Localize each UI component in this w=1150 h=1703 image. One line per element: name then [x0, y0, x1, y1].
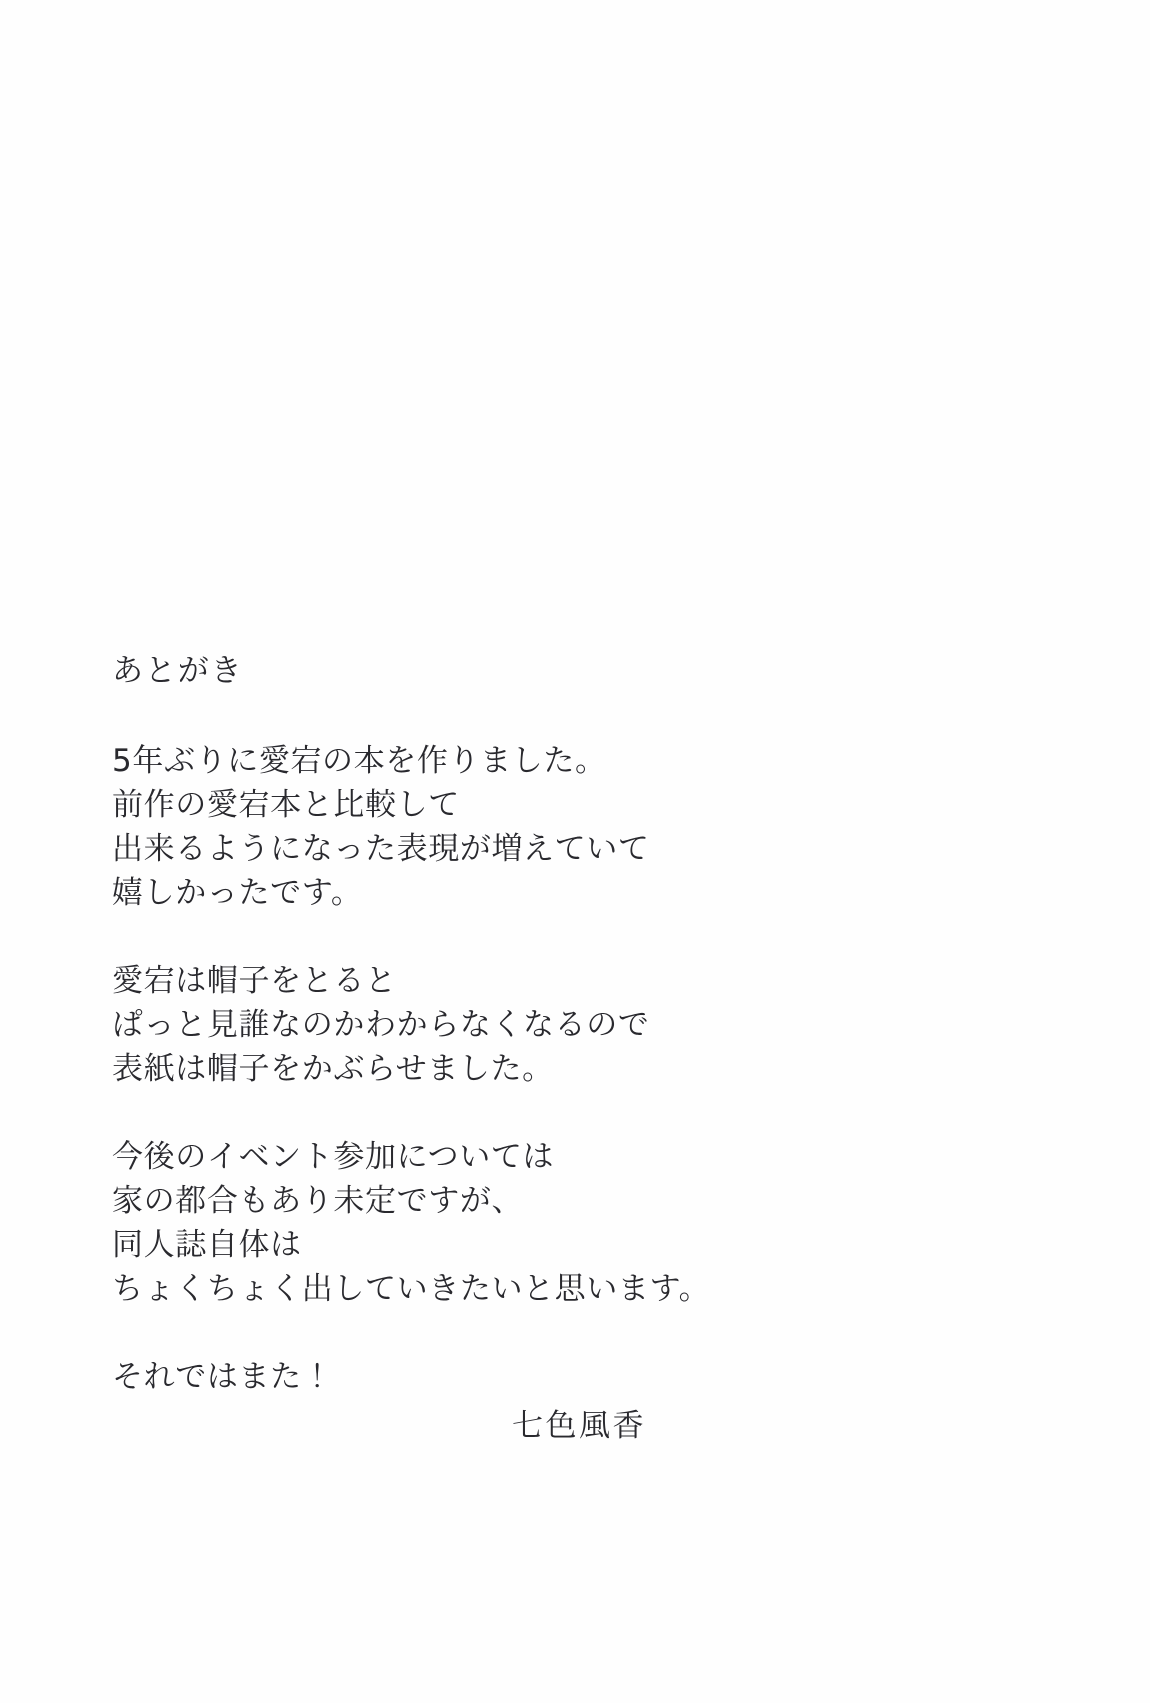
- afterword-line: 今後のイベント参加については: [112, 1139, 555, 1176]
- afterword-line: 嬉しかったです。: [112, 875, 363, 912]
- afterword-heading: あとがき: [112, 653, 244, 689]
- afterword-line: 前作の愛宕本と比較して: [112, 787, 460, 824]
- afterword-paragraph-1: [112, 739, 1012, 915]
- author-signature: 七色風香: [512, 1408, 646, 1444]
- afterword-closing-line: それではまた！: [112, 1359, 334, 1396]
- afterword-line: ちょくちょく出していきたいと思います。: [112, 1271, 711, 1308]
- afterword-line: 出来るようになった表現が増えていて: [112, 831, 650, 868]
- afterword-line: 5年ぶりに愛宕の本を作りました。: [112, 743, 607, 780]
- afterword-line: 家の都合もあり未定ですが、: [112, 1183, 524, 1220]
- afterword-line: 同人誌自体は: [112, 1227, 302, 1264]
- afterword-paragraph-3: [112, 1135, 1012, 1311]
- afterword-paragraph-4: [112, 1355, 1012, 1399]
- afterword-line: ぱっと見誰なのかわからなくなるので: [112, 1007, 650, 1044]
- afterword-paragraph-2: [112, 959, 1012, 1091]
- afterword-line: 愛宕は帽子をとると: [112, 963, 397, 1000]
- afterword-section: [112, 650, 1012, 1399]
- afterword-line: 表紙は帽子をかぶらせました。: [112, 1051, 554, 1088]
